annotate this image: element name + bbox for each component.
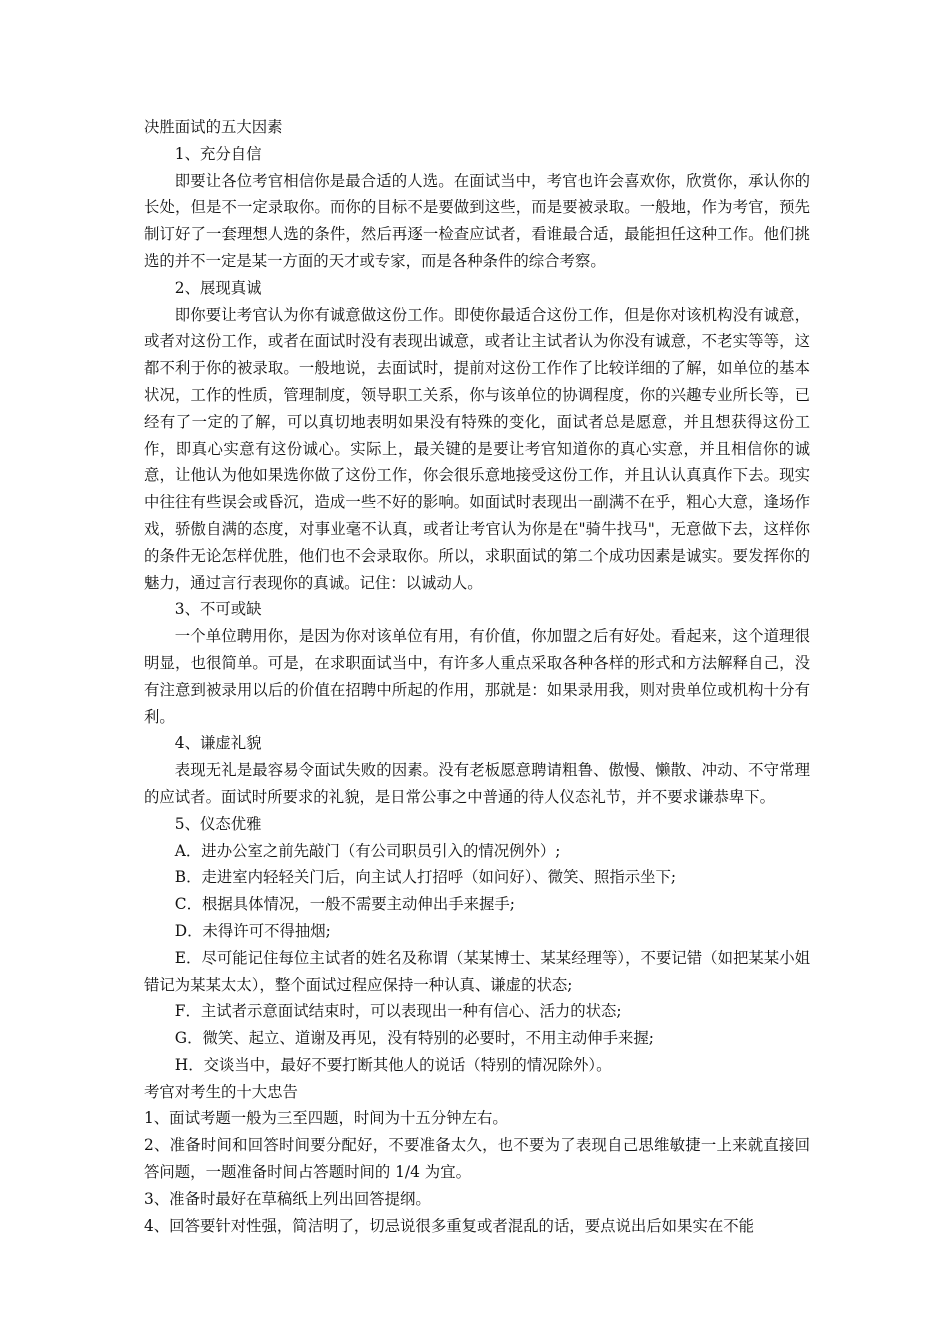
section-paragraph: 表现无礼是最容易令面试失败的因素。没有老板愿意聘请粗鲁、傲慢、懒散、冲动、不守常理的应试者。面试时所要求的礼貌，是日常公事之中普通的待人仪态礼节，并不要求谦恭卑下。 xyxy=(144,761,810,806)
list-item: G．微笑、起立、道谢及再见，没有特别的必要时，不用主动伸手来握; xyxy=(174,1029,654,1048)
list-item: E．尽可能记住每位主试者的姓名及称谓（某某博士、某某经理等），不要记错（如把某某小姐错记为某某太太），整个面试过程应保持一种认真、谦虚的状态; xyxy=(144,948,810,994)
list-item: B．走进室内轻轻关门后，向主试人打招呼（如问好）、微笑、照指示坐下; xyxy=(174,868,677,887)
section-heading: 1、充分自信 xyxy=(174,144,262,163)
section-paragraph: 一个单位聘用你，是因为你对该单位有用，有价值，你加盟之后有好处。看起来，这个道理很明显，也很简单。可是，在求职面试当中，有许多人重点采取各种各样的形式和方法解释自己，没有注意到被录用以后的价值在招聘中所起的作用，那就是：如果录用我，则对贵单位或机构十分有利。 xyxy=(144,627,810,726)
section-title-2: 考官对考生的十大忠告 xyxy=(144,1082,298,1101)
section-paragraph: 即要让各位考官相信你是最合适的人选。在面试当中，考官也许会喜欢你，欣赏你，承认你的长处，但是不一定录取你。而你的目标不是要做到这些，而是要被录取。一般地，作为考官，预先制订好了一套理想人选的条件，然后再逐一检查应试者，看谁最合适，最能担任这种工作。他们挑选的并不一定是某一方面的天才或专家，而是各种条件的综合考察。 xyxy=(144,171,810,270)
tip-item: 4、回答要针对性强，简洁明了，切忌说很多重复或者混乱的话，要点说出后如果实在不能 xyxy=(144,1216,755,1235)
tip-item: 3、准备时最好在草稿纸上列出回答提纲。 xyxy=(144,1189,431,1208)
list-item: H．交谈当中，最好不要打断其他人的说话（特别的情况除外）。 xyxy=(174,1055,612,1074)
section-heading: 3、不可或缺 xyxy=(174,600,262,619)
section-heading: 4、谦虚礼貌 xyxy=(174,734,262,753)
list-item: A．进办公室之前先敲门（有公司职员引入的情况例外）; xyxy=(174,841,561,860)
section-heading: 2、展现真诚 xyxy=(174,278,262,297)
section-heading: 5、仪态优雅 xyxy=(174,814,262,833)
document-title: 决胜面试的五大因素 xyxy=(144,118,283,136)
section-paragraph: 即你要让考官认为你有诚意做这份工作。即使你最适合这份工作，但是你对该机构没有诚意，或者对这份工作，或者在面试时没有表现出诚意，或者让主试者认为你没有诚意，不老实等等，这都不利于你的被录取。一般地说，去面试时，提前对这份工作作了比较详细的了解，如单位的基本状况，工作的性质，管理制度，领导职工关系，你与该单位的协调程度，你的兴趣专业所长等，已经有了一定的了解，可以真切地表明如果没有特殊的变化，面试者总是愿意，并且想获得这份工作，即真心实意有这份诚心。实际上，最关键的是要让考官知道你的真心实意，并且相信你的诚意，让他认为他如果选你做了这份工作，你会很乐意地接受这份工作，并且认认真真作下去。现实中往往有些误会或昏沉，造成一些不好的影响。如面试时表现出一副满不在乎，粗心大意，逢场作戏，骄傲自满的态度，对事业毫不认真，或者让考官认为你是在"骑牛找马"，无意做下去，这样你的条件无论怎样优胜，他们也不会录取你。所以，求职面试的第二个成功因素是诚实。要发挥你的魅力，通过言行表现你的真诚。记住：以诚动人。 xyxy=(144,305,810,592)
list-item: F．主试者示意面试结束时，可以表现出一种有信心、活力的状态; xyxy=(174,1002,622,1021)
list-item: D．未得许可不得抽烟; xyxy=(174,921,331,940)
document-page xyxy=(144,114,810,1239)
list-item: C．根据具体情况，一般不需要主动伸出手来握手; xyxy=(174,895,515,914)
tip-item: 1、面试考题一般为三至四题，时间为十五分钟左右。 xyxy=(144,1109,508,1128)
tip-item: 2、准备时间和回答时间要分配好，不要准备太久，也不要为了表现自己思维敏捷一上来就直接回答问题，一题准备时间占答题时间的 1/4 为宜。 xyxy=(144,1136,810,1182)
